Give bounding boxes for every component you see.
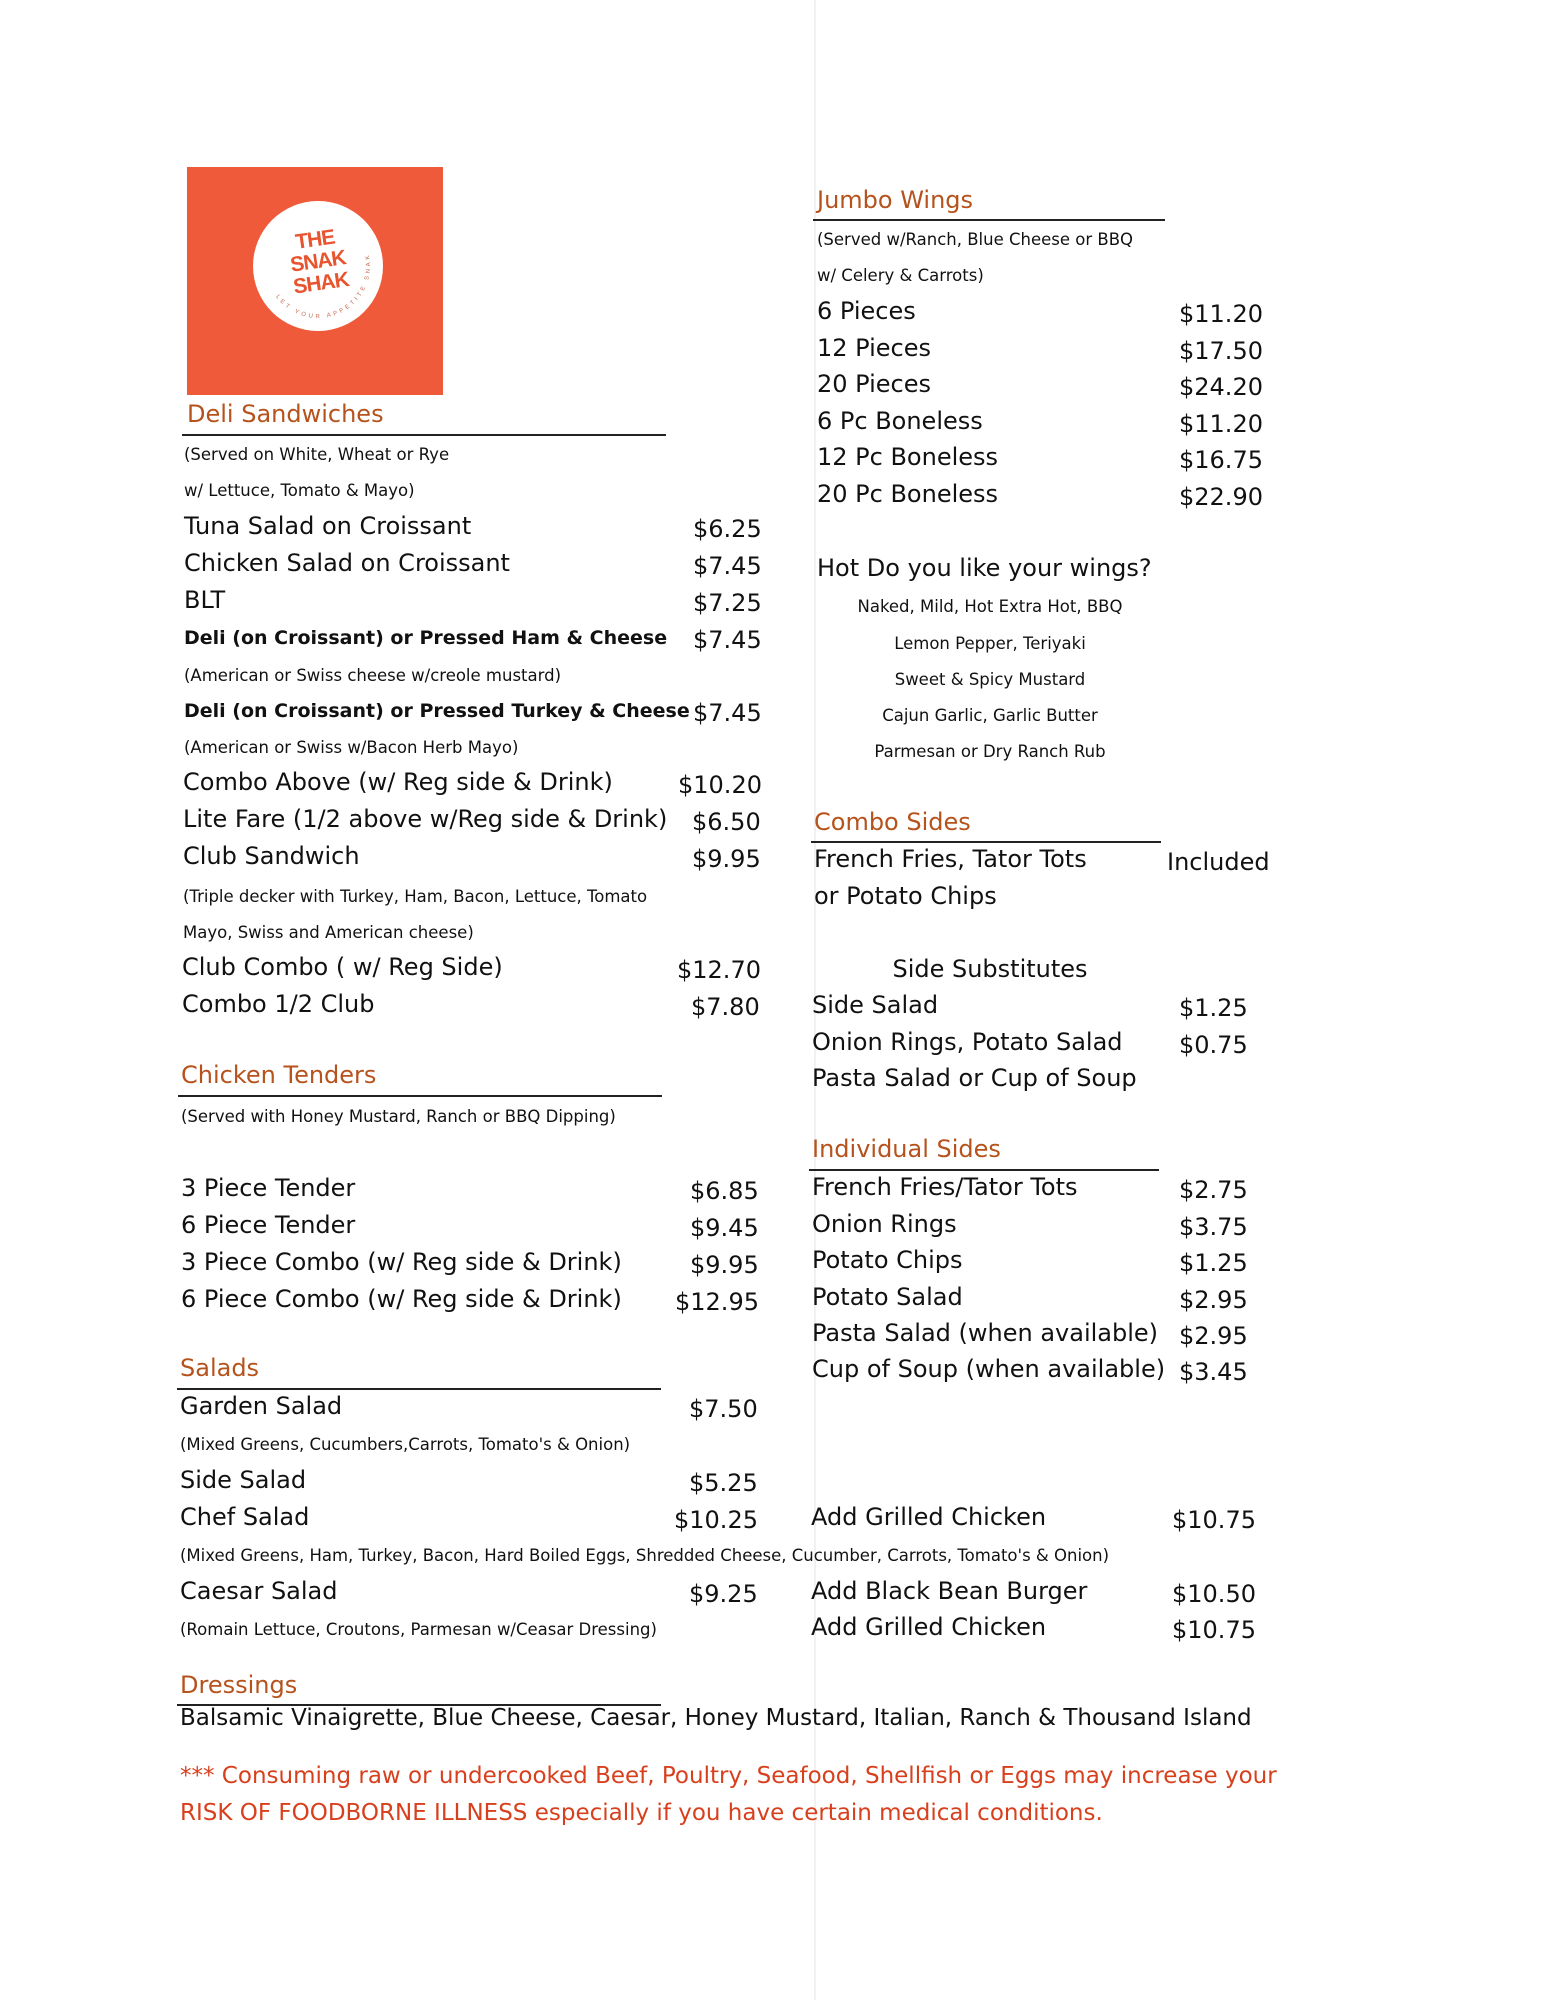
addon-black-bean-burger: Add Black Bean Burger [811, 1577, 1088, 1605]
price-20-pc-boneless: $22.90 [1179, 483, 1263, 511]
logo-line-2: SNAK [288, 246, 348, 277]
salads-rule [177, 1388, 661, 1390]
price-chicken-salad: $7.45 [693, 552, 762, 580]
sub-onion-rings-potato-salad: Onion Rings, Potato Salad [812, 1028, 1123, 1056]
combo-sides-title: Combo Sides [814, 808, 971, 836]
price-addon-grilled-chicken-2: $10.75 [1172, 1616, 1256, 1644]
price-tuna-salad: $6.25 [693, 515, 762, 543]
menu-item-12-pieces: 12 Pieces [817, 334, 932, 362]
wing-flavors-line-2: Lemon Pepper, Teriyaki [894, 634, 1086, 653]
tenders-rule [178, 1095, 662, 1097]
menu-item-chicken-salad: Chicken Salad on Croissant [184, 549, 510, 577]
turkey-cheese-note: (American or Swiss w/Bacon Herb Mayo) [184, 738, 519, 757]
price-3-piece-combo: $9.95 [690, 1251, 759, 1279]
ham-cheese-note: (American or Swiss cheese w/creole mustard) [184, 666, 562, 685]
tenders-note: (Served with Honey Mustard, Ranch or BBQ Dipping) [181, 1107, 616, 1126]
price-sub-onion-rings: $0.75 [1179, 1031, 1248, 1059]
tenders-title: Chicken Tenders [181, 1061, 377, 1089]
price-side-cup-of-soup: $3.45 [1179, 1358, 1248, 1386]
menu-item-3-piece-combo: 3 Piece Combo (w/ Reg side & Drink) [181, 1248, 622, 1276]
menu-item-combo-half-club: Combo 1/2 Club [182, 990, 375, 1018]
menu-item-lite-fare: Lite Fare (1/2 above w/Reg side & Drink) [183, 805, 668, 833]
deli-note-1: (Served on White, Wheat or Rye [184, 445, 450, 464]
price-turkey-cheese: $7.45 [693, 699, 762, 727]
price-sub-side-salad: $1.25 [1179, 994, 1248, 1022]
wing-flavors-line-4: Cajun Garlic, Garlic Butter [882, 706, 1098, 725]
price-6-piece-combo: $12.95 [675, 1288, 759, 1316]
menu-item-chef-salad: Chef Salad [180, 1503, 310, 1531]
logo-circle [253, 201, 383, 331]
combo-sides-line-2: or Potato Chips [814, 882, 997, 910]
menu-item-turkey-cheese: Deli (on Croissant) or Pressed Turkey & Cheese [184, 700, 690, 722]
wings-rule [813, 219, 1165, 221]
side-onion-rings: Onion Rings [812, 1210, 957, 1238]
menu-item-garden-salad: Garden Salad [180, 1392, 343, 1420]
menu-item-combo-above: Combo Above (w/ Reg side & Drink) [183, 768, 613, 796]
price-12-pc-boneless: $16.75 [1179, 446, 1263, 474]
price-3-piece-tender: $6.85 [690, 1177, 759, 1205]
dressings-list: Balsamic Vinaigrette, Blue Cheese, Caesar, Honey Mustard, Italian, Ranch & Thousand Island [180, 1705, 1252, 1731]
menu-item-6-pieces: 6 Pieces [817, 297, 916, 325]
combo-sides-included: Included [1167, 848, 1270, 876]
wing-flavors-line-5: Parmesan or Dry Ranch Rub [874, 742, 1106, 761]
sub-pasta-salad-soup: Pasta Salad or Cup of Soup [812, 1064, 1137, 1092]
price-caesar-salad: $9.25 [689, 1580, 758, 1608]
wings-note-1: (Served w/Ranch, Blue Cheese or BBQ [817, 230, 1134, 249]
combo-sides-line-1: French Fries, Tator Tots [814, 845, 1087, 873]
deli-note-2: w/ Lettuce, Tomato & Mayo) [184, 481, 415, 500]
price-lite-fare: $6.50 [692, 808, 761, 836]
chef-salad-note: (Mixed Greens, Ham, Turkey, Bacon, Hard Boiled Eggs, Shredded Cheese, Cucumber, Carrots, Tomato's & Onion) [180, 1546, 1110, 1565]
individual-sides-rule [809, 1169, 1159, 1171]
garden-salad-note: (Mixed Greens, Cucumbers,Carrots, Tomato's & Onion) [180, 1435, 631, 1454]
side-potato-salad: Potato Salad [812, 1283, 963, 1311]
price-side-french-fries: $2.75 [1179, 1176, 1248, 1204]
price-side-potato-salad: $2.95 [1179, 1286, 1248, 1314]
price-chef-salad: $10.25 [674, 1506, 758, 1534]
side-french-fries: French Fries/Tator Tots [812, 1173, 1078, 1201]
price-combo-half-club: $7.80 [691, 993, 760, 1021]
price-addon-black-bean-burger: $10.50 [1172, 1580, 1256, 1608]
snak-shak-logo [187, 167, 443, 395]
menu-item-6-piece-combo: 6 Piece Combo (w/ Reg side & Drink) [181, 1285, 622, 1313]
price-side-potato-chips: $1.25 [1179, 1249, 1248, 1277]
price-6-pc-boneless: $11.20 [1179, 410, 1263, 438]
wings-note-2: w/ Celery & Carrots) [817, 266, 984, 285]
side-pasta-salad: Pasta Salad (when available) [812, 1319, 1159, 1347]
combo-sides-rule [811, 841, 1161, 843]
wing-flavors-line-3: Sweet & Spicy Mustard [894, 670, 1086, 689]
price-blt: $7.25 [693, 589, 762, 617]
menu-item-club-sandwich: Club Sandwich [183, 842, 360, 870]
deli-rule [182, 434, 666, 436]
addon-grilled-chicken-2: Add Grilled Chicken [811, 1613, 1047, 1641]
price-side-pasta-salad: $2.95 [1179, 1322, 1248, 1350]
wing-flavors-line-1: Naked, Mild, Hot Extra Hot, BBQ [857, 597, 1123, 616]
side-potato-chips: Potato Chips [812, 1246, 963, 1274]
price-addon-grilled-chicken-1: $10.75 [1172, 1506, 1256, 1534]
foodborne-warning-line-1: *** Consuming raw or undercooked Beef, Poultry, Seafood, Shellfish or Eggs may increase your [180, 1763, 1277, 1789]
sub-side-salad: Side Salad [812, 991, 939, 1019]
menu-item-6-piece-tender: 6 Piece Tender [181, 1211, 356, 1239]
dressings-title: Dressings [180, 1671, 298, 1699]
deli-title: Deli Sandwiches [187, 400, 384, 428]
price-12-pieces: $17.50 [1179, 337, 1263, 365]
wings-title: Jumbo Wings [817, 186, 974, 214]
menu-item-blt: BLT [184, 586, 226, 614]
foodborne-warning-line-2: RISK OF FOODBORNE ILLNESS especially if you have certain medical conditions. [180, 1800, 1103, 1826]
menu-item-ham-cheese: Deli (on Croissant) or Pressed Ham & Cheese [184, 627, 668, 649]
price-club-sandwich: $9.95 [692, 845, 761, 873]
price-side-salad: $5.25 [689, 1469, 758, 1497]
price-side-onion-rings: $3.75 [1179, 1213, 1248, 1241]
price-6-piece-tender: $9.45 [690, 1214, 759, 1242]
price-6-pieces: $11.20 [1179, 300, 1263, 328]
menu-item-club-combo: Club Combo ( w/ Reg Side) [182, 953, 503, 981]
menu-item-tuna-salad: Tuna Salad on Croissant [184, 512, 472, 540]
price-ham-cheese: $7.45 [693, 626, 762, 654]
price-20-pieces: $24.20 [1179, 373, 1263, 401]
menu-item-6-pc-boneless: 6 Pc Boneless [817, 407, 983, 435]
menu-item-12-pc-boneless: 12 Pc Boneless [817, 443, 999, 471]
price-garden-salad: $7.50 [689, 1395, 758, 1423]
logo-line-3: SHAK [291, 268, 351, 299]
addon-grilled-chicken-1: Add Grilled Chicken [811, 1503, 1047, 1531]
menu-item-20-pieces: 20 Pieces [817, 370, 932, 398]
club-note-1: (Triple decker with Turkey, Ham, Bacon, Lettuce, Tomato [183, 887, 648, 906]
price-club-combo: $12.70 [677, 956, 761, 984]
side-cup-of-soup: Cup of Soup (when available) [812, 1355, 1166, 1383]
caesar-salad-note: (Romain Lettuce, Croutons, Parmesan w/Ceasar Dressing) [180, 1620, 657, 1639]
salads-title: Salads [180, 1354, 260, 1382]
menu-item-side-salad: Side Salad [180, 1466, 307, 1494]
price-combo-above: $10.20 [678, 771, 762, 799]
club-note-2: Mayo, Swiss and American cheese) [183, 923, 474, 942]
svg-text:LET YOUR APPETITE SNAK: LET YOUR APPETITE SNAK [274, 251, 373, 321]
menu-item-20-pc-boneless: 20 Pc Boneless [817, 480, 999, 508]
logo-line-1: THE [293, 225, 336, 254]
individual-sides-title: Individual Sides [812, 1135, 1001, 1163]
menu-item-3-piece-tender: 3 Piece Tender [181, 1174, 356, 1202]
menu-item-caesar-salad: Caesar Salad [180, 1577, 338, 1605]
side-substitutes-title: Side Substitutes [892, 955, 1088, 983]
wing-flavors-title: Hot Do you like your wings? [817, 554, 1152, 582]
